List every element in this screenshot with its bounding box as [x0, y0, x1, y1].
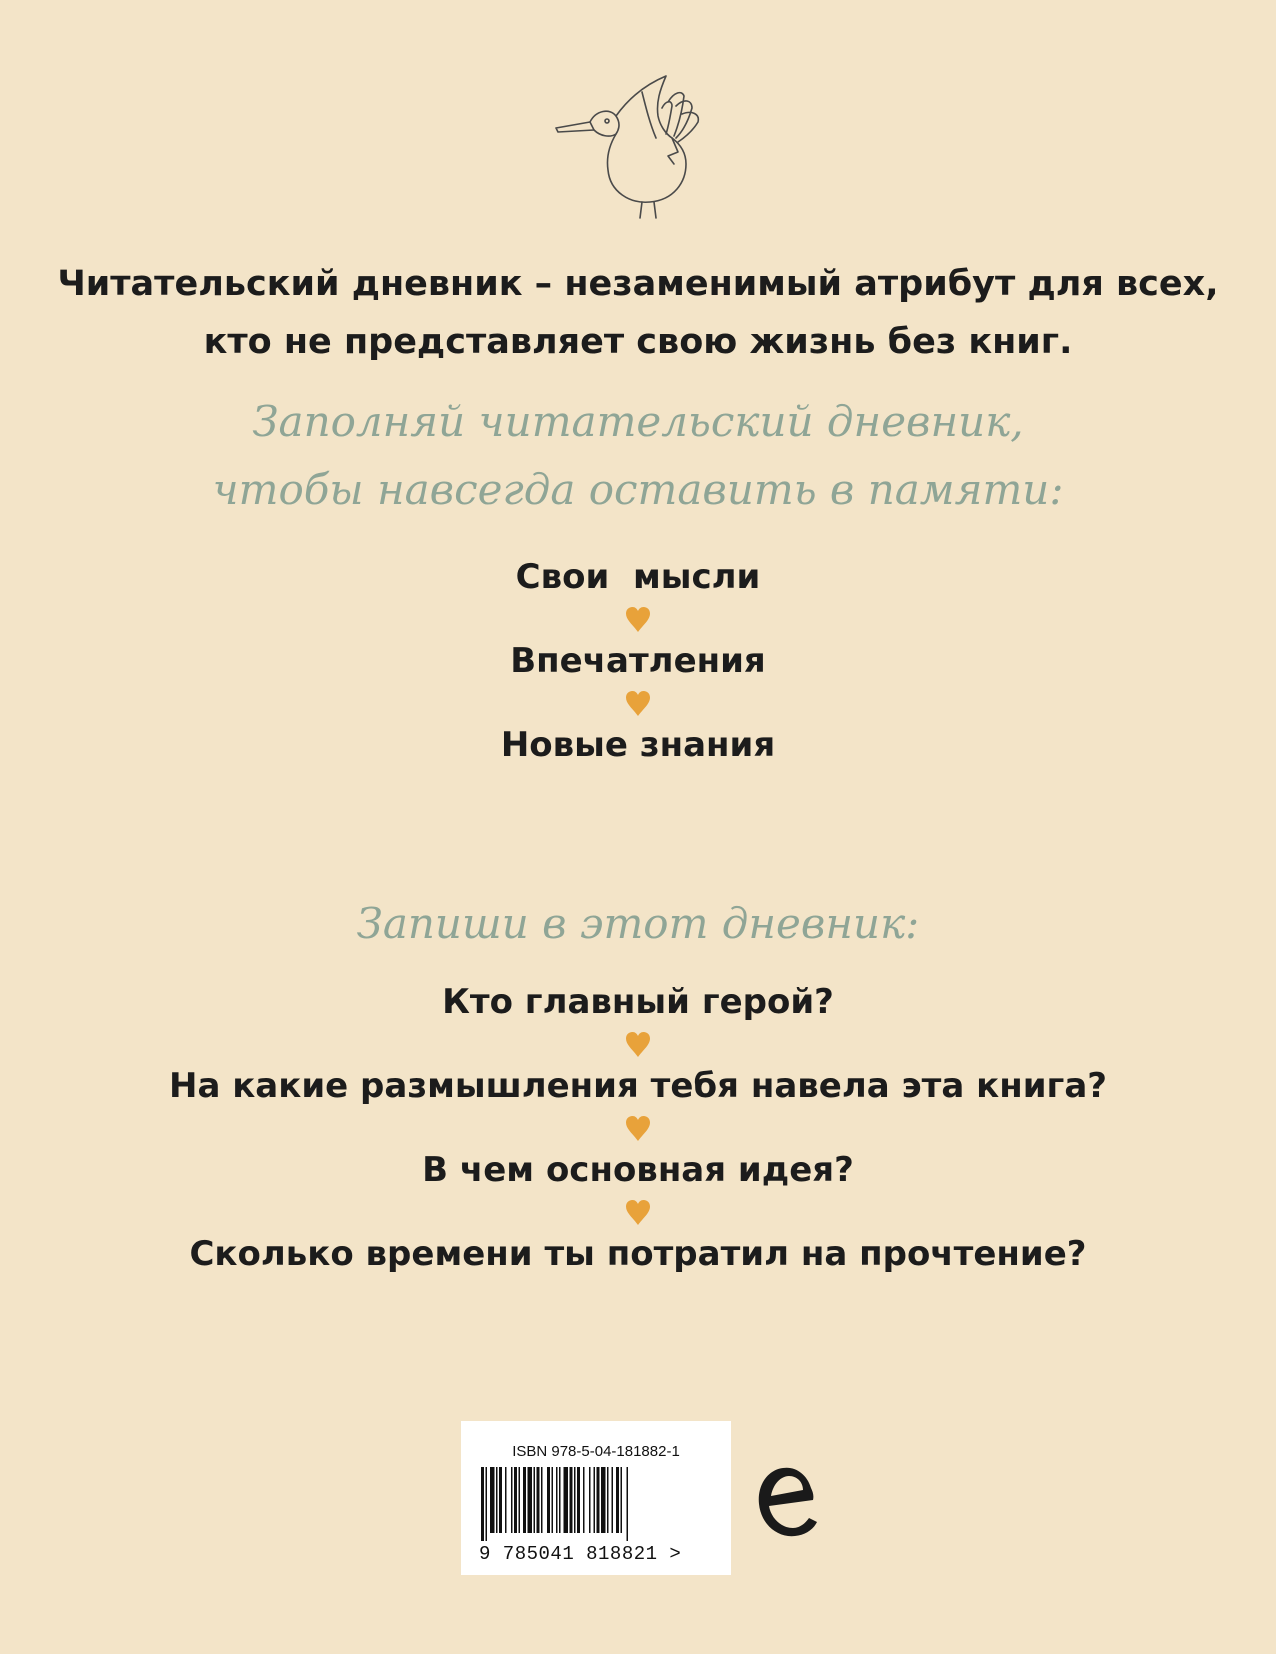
heart-icon — [623, 1113, 653, 1143]
list-item: Впечатления — [510, 641, 766, 681]
list-item: Новые знания — [500, 725, 776, 765]
heart-icon — [623, 1197, 653, 1227]
list-item: Свои мысли — [515, 557, 761, 597]
intro-text — [0, 255, 1276, 371]
list-item: Сколько времени ты потратил на прочтение? — [189, 1234, 1087, 1274]
heart-icon — [623, 604, 653, 634]
heart-icon — [623, 1029, 653, 1059]
bird-illustration — [550, 72, 730, 222]
barcode — [461, 1421, 731, 1575]
intro-line-1: Читательский дневник – незаменимый атрибут для всех, — [57, 264, 1219, 304]
intro-line-2: кто не представляет свою жизнь без книг. — [203, 322, 1073, 362]
eksmo-logo — [755, 1462, 821, 1542]
section1-heading — [0, 388, 1276, 524]
list-item: На какие размышления тебя навела эта книга? — [168, 1066, 1107, 1106]
section2-heading: Запиши в этот дневник: — [356, 899, 920, 948]
heart-icon — [623, 688, 653, 718]
list-item: Кто главный герой? — [442, 982, 834, 1022]
barcode-bars — [481, 1467, 681, 1541]
section1-heading-line-2: чтобы навсегда оставить в памяти: — [212, 465, 1064, 514]
list-item: В чем основная идея? — [422, 1150, 854, 1190]
section2-list — [0, 978, 1276, 1278]
section1-heading-line-1: Заполняй читательский дневник, — [252, 397, 1024, 446]
isbn-number: ISBN 978-5-04-181882-1 — [512, 1443, 680, 1460]
barcode-digits: 9 785041 818821 > — [479, 1543, 682, 1565]
section1-list — [0, 553, 1276, 769]
